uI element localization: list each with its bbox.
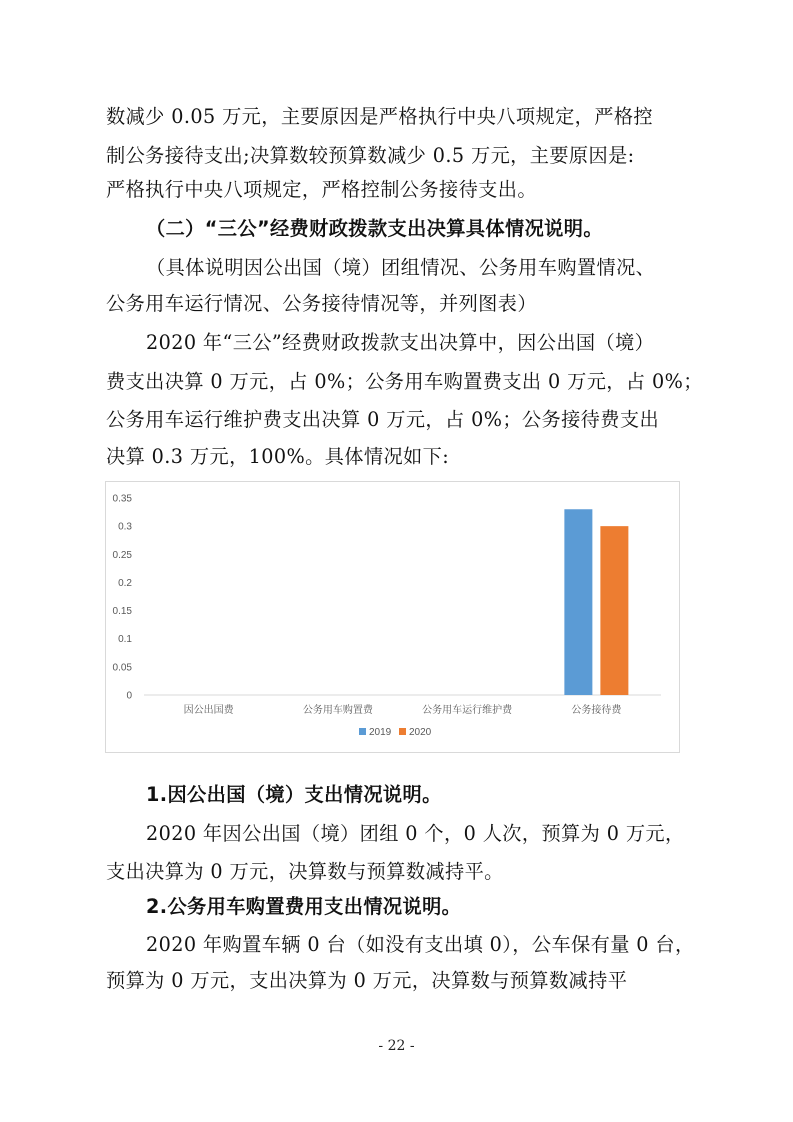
subsection-heading: 2.公务用车购置费用支出情况说明。	[146, 895, 462, 918]
category-label: 公务用车购置费	[302, 705, 373, 716]
paragraph-line: 预算为 0 万元，支出决算为 0 万元，决算数与预算数减持平	[106, 969, 628, 992]
paragraph-line: 费支出决算 0 万元，占 0%；公务用车购置费支出 0 万元，占 0%；	[106, 370, 703, 393]
y-tick-label: 0.1	[118, 634, 132, 646]
legend-swatch	[359, 728, 366, 735]
bar-2019	[564, 509, 592, 695]
y-tick-label: 0	[126, 690, 132, 702]
paragraph-line: 数减少 0.05 万元，主要原因是严格执行中央八项规定，严格控	[106, 105, 654, 128]
y-tick-label: 0.05	[112, 662, 132, 674]
y-tick-label: 0.2	[118, 577, 132, 589]
section-heading: （二）“三公”经费财政拨款支出决算具体情况说明。	[146, 217, 603, 240]
category-label: 公务接待费	[571, 705, 622, 716]
paragraph-line: 2020 年因公出国（境）团组 0 个，0 人次，预算为 0 万元，	[146, 822, 685, 845]
subsection-heading: 1.因公出国（境）支出情况说明。	[146, 783, 442, 806]
paragraph-line: 2020 年购置车辆 0 台（如没有支出填 0），公车保有量 0 台，	[146, 933, 695, 956]
paragraph-line: （具体说明因公出国（境）团组情况、公务用车购置情况、	[146, 256, 656, 279]
paragraph-line: 2020 年“三公”经费财政拨款支出决算中，因公出国（境）	[146, 331, 655, 354]
paragraph-line: 制公务接待支出;决算数较预算数减少 0.5 万元，主要原因是:	[106, 144, 635, 167]
y-tick-label: 0.15	[112, 606, 132, 618]
paragraph-line: 严格执行中央八项规定，严格控制公务接待支出。	[106, 178, 537, 201]
chart-svg	[106, 482, 679, 752]
legend-swatch	[399, 728, 406, 735]
paragraph-line: 公务用车运行情况、公务接待情况等，并列图表）	[106, 292, 537, 315]
y-tick-label: 0.35	[112, 493, 132, 505]
bar-chart	[105, 481, 680, 753]
legend-label: 2020	[409, 727, 432, 738]
legend-label: 2019	[369, 727, 392, 738]
bar-2020	[600, 526, 628, 695]
paragraph-line: 支出决算为 0 万元，决算数与预算数减持平。	[106, 860, 504, 883]
y-tick-label: 0.25	[112, 549, 132, 561]
paragraph-line: 公务用车运行维护费支出决算 0 万元，占 0%；公务接待费支出	[106, 408, 660, 431]
page-number: - 22 -	[378, 1038, 415, 1054]
paragraph-line: 决算 0.3 万元，100%。具体情况如下:	[106, 445, 450, 468]
category-label: 公务用车运行维护费	[422, 705, 513, 716]
category-label: 因公出国费	[183, 705, 234, 716]
y-tick-label: 0.3	[118, 521, 132, 533]
